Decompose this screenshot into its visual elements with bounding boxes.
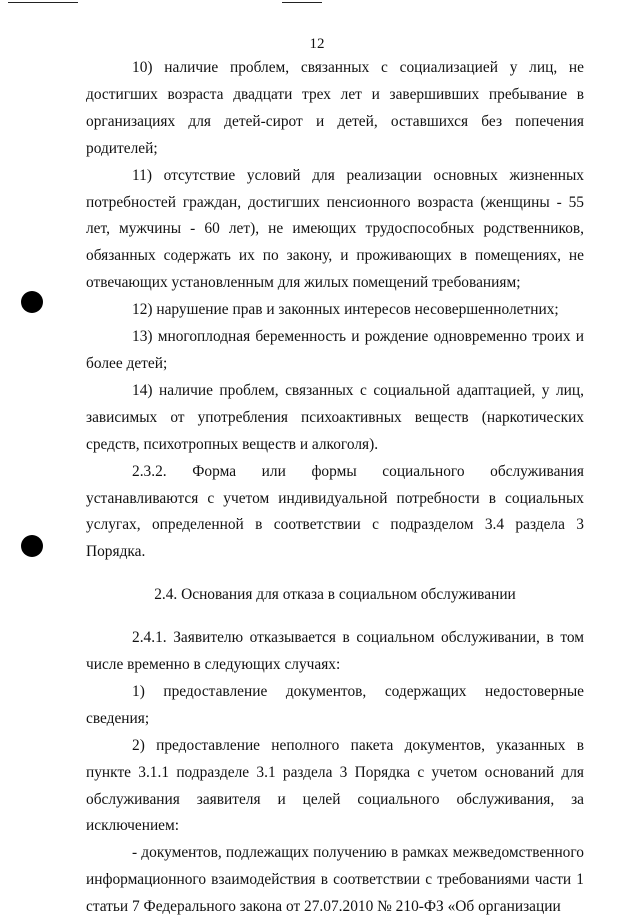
page-number: 12: [309, 36, 325, 52]
list-item-14: 14) наличие проблем, связанных с социальной адаптацией, у лиц, зависимых от употребления психоактивных веществ (наркотических средств, психотропных веществ и алкоголя).: [86, 381, 584, 453]
refusal-reason-2: 2) предоставление неполного пакета документов, указанных в пункте 3.1.1 подразделе 3.1 раздела 3 Порядка с учетом оснований для обслуживания заявителя и целей социального обслуживания, за исключением:: [86, 736, 584, 835]
scan-artifact-line: [8, 2, 78, 3]
list-item-13: 13) многоплодная беременность и рождение одновременно троих и более детей;: [86, 328, 584, 372]
document-body: [86, 55, 584, 921]
section-spacer: [86, 609, 584, 625]
list-item-10: 10) наличие проблем, связанных с социализацией у лиц, не достигших возраста двадцати трех лет и завершивших пребывание в организациях для детей-сирот и детей, оставшихся без попечения родителей;: [86, 59, 584, 157]
punch-hole: [21, 535, 43, 557]
clause-2-4-1: 2.4.1. Заявителю отказывается в социальном обслуживании, в том числе временно в следующих случаях:: [86, 629, 584, 674]
section-spacer: [86, 566, 584, 582]
section-heading-2-4: 2.4. Основания для отказа в социальном обслуживании: [154, 586, 516, 604]
list-item-12: 12) нарушение прав и законных интересов несовершеннолетних;: [132, 301, 559, 319]
clause-2-3-2: 2.3.2. Форма или формы социального обслуживания устанавливаются с учетом индивидуальной потребности в социальных услугах, определенной в соответствии с подразделом 3.4 раздела 3 Порядка.: [86, 462, 584, 561]
list-item-11: 11) отсутствие условий для реализации основных жизненных потребностей граждан, достигших пенсионного возраста (женщины - 55 лет, мужчины - 60 лет), не имеющих трудоспособных родственников, обязанных содержать их по закону, и проживающих в помещениях, не отвечающих установленным для жилых помещений требованиям;: [86, 166, 584, 292]
punch-hole: [21, 291, 43, 313]
exception-item: - документов, подлежащих получению в рамках межведомственного информационного взаимодействия в соответствии с требованиями части 1 статьи 7 Федерального закона от 27.07.2010 № 210-ФЗ «Об организации: [86, 844, 584, 916]
scan-artifact-line: [282, 2, 322, 3]
refusal-reason-1: 1) предоставление документов, содержащих недостоверные сведения;: [86, 682, 584, 727]
